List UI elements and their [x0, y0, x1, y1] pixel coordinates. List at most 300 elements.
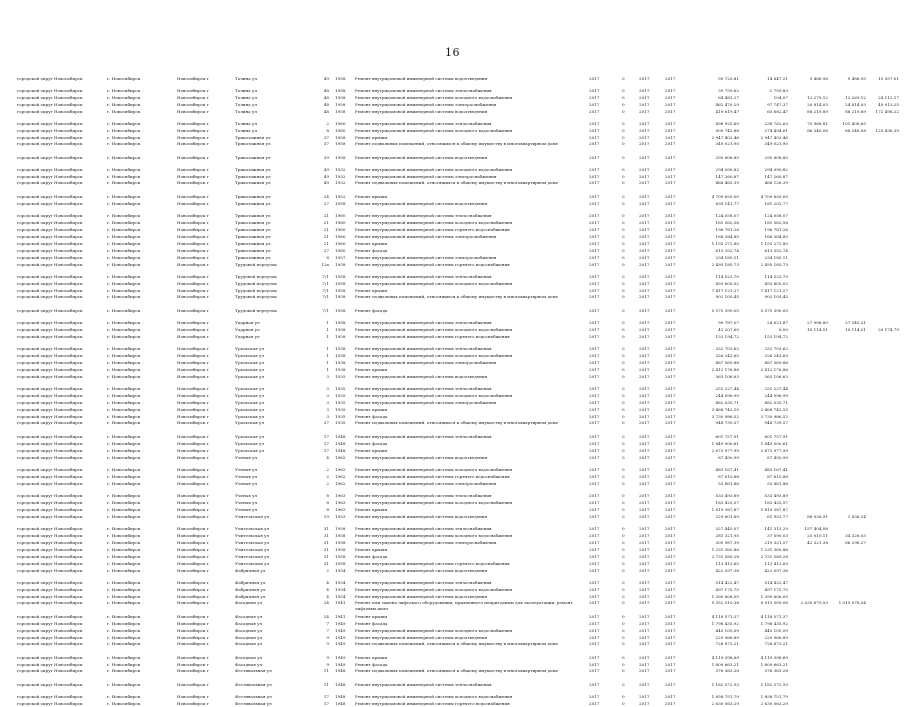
plan-year-cell: 2017	[589, 294, 600, 299]
zero-cell: 0	[622, 220, 625, 225]
city-cell: г. Новосибирск	[107, 600, 141, 605]
end-year-cell: 2017	[665, 294, 676, 299]
street-cell: Толина ул	[235, 76, 258, 81]
street-cell: Трикотажная ул	[235, 141, 271, 146]
plan-year-cell: 2017	[589, 414, 600, 419]
municipality-cell: городской округ Новосибирск	[17, 135, 83, 140]
plan-year-cell: 2017	[589, 213, 600, 218]
build-year-cell: 1958	[335, 561, 346, 566]
total-cost-cell: 509 742,86	[715, 128, 739, 133]
street-cell: Фабричная ул	[235, 580, 266, 585]
city-cell: г. Новосибирск	[107, 568, 141, 573]
build-year-cell: 1935	[335, 393, 346, 398]
zero-cell: 0	[622, 386, 625, 391]
city-cell: г. Новосибирск	[107, 334, 141, 339]
zero-cell: 0	[622, 274, 625, 279]
house-number-cell: 4	[326, 455, 329, 460]
build-year-cell: 1958	[335, 526, 346, 531]
total-cost-cell: 181 562,56	[715, 220, 739, 225]
plan-year-cell: 2017	[589, 327, 600, 332]
locality-cell: Новосибирск г	[177, 135, 209, 140]
table-row	[17, 473, 897, 480]
build-year-cell: 1958	[335, 88, 346, 93]
start-year-cell: 2017	[639, 334, 650, 339]
street-cell: Трудовой переулок	[235, 281, 277, 286]
table-row	[17, 600, 897, 613]
build-year-cell: 1960	[335, 248, 346, 253]
work-type-cell: Ремонт внутридомовой инженерной системы электроснабжения	[355, 360, 497, 365]
locality-cell: Новосибирск г	[177, 393, 209, 398]
start-year-cell: 2017	[639, 514, 650, 519]
work-type-cell: Ремонт внутридомовой инженерной системы холодного водоснабжения	[355, 533, 513, 538]
street-cell: Трикотажная ул	[235, 180, 271, 185]
end-year-cell: 2017	[665, 568, 676, 573]
municipality-cell: городской округ Новосибирск	[17, 500, 83, 505]
house-number-cell: 7	[326, 621, 329, 626]
work-type-cell: Ремонт внутридомовой инженерной системы горячего водоснабжения	[355, 262, 510, 267]
municipality-cell: городской округ Новосибирск	[17, 174, 83, 179]
start-year-cell: 2017	[639, 614, 650, 619]
zero-cell: 0	[622, 554, 625, 559]
work-type-cell: Ремонт внутридомовой инженерной системы холодного водоснабжения	[355, 353, 513, 358]
build-year-cell: 1962	[335, 467, 346, 472]
start-year-cell: 2017	[639, 441, 650, 446]
funding-1-cell: 1 798 435,92	[760, 621, 788, 626]
municipality-cell: городской округ Новосибирск	[17, 420, 83, 425]
house-number-cell: 1	[326, 327, 329, 332]
build-year-cell: 1958	[335, 155, 346, 160]
funding-1-cell: 4 709 650,00	[760, 194, 788, 199]
start-year-cell: 2017	[639, 393, 650, 398]
end-year-cell: 2017	[665, 621, 676, 626]
street-cell: Уральская ул	[235, 448, 265, 453]
end-year-cell: 2017	[665, 407, 676, 412]
end-year-cell: 2017	[665, 514, 676, 519]
start-year-cell: 2017	[639, 600, 650, 605]
total-cost-cell: 147 260,87	[715, 174, 739, 179]
build-year-cell: 1963	[335, 507, 346, 512]
zero-cell: 0	[622, 294, 625, 299]
municipality-cell: городской округ Новосибирск	[17, 346, 83, 351]
municipality-cell: городской округ Новосибирск	[17, 194, 83, 199]
work-type-cell: Ремонт подвальных помещений, относящихся к общему имуществу в многоквартирном доме	[355, 180, 559, 185]
street-cell: Ударная ул	[235, 334, 260, 339]
municipality-cell: городской округ Новосибирск	[17, 448, 83, 453]
start-year-cell: 2017	[639, 367, 650, 372]
end-year-cell: 2017	[665, 682, 676, 687]
end-year-cell: 2017	[665, 641, 676, 646]
locality-cell: Новосибирск г	[177, 614, 209, 619]
funding-2-cell: 2 035 679,53	[800, 600, 828, 605]
locality-cell: Новосибирск г	[177, 308, 209, 313]
municipality-cell: городской округ Новосибирск	[17, 155, 83, 160]
start-year-cell: 2017	[639, 561, 650, 566]
build-year-cell: 1938	[335, 353, 346, 358]
city-cell: г. Новосибирск	[107, 374, 141, 379]
zero-cell: 0	[622, 668, 625, 673]
funding-1-cell: 1 182 572,93	[760, 682, 788, 687]
table-row	[17, 94, 897, 101]
zero-cell: 0	[622, 121, 625, 126]
zero-cell: 0	[622, 493, 625, 498]
funding-1-cell: 113 413,65	[764, 561, 788, 566]
house-number-cell: 4	[326, 580, 329, 585]
work-type-cell: Ремонт внутридомовой инженерной системы горячего водоснабжения	[355, 474, 510, 479]
work-type-cell: Ремонт крыши	[355, 288, 388, 293]
end-year-cell: 2017	[665, 420, 676, 425]
house-number-cell: 31	[323, 547, 329, 552]
start-year-cell: 2017	[639, 141, 650, 146]
city-cell: г. Новосибирск	[107, 400, 141, 405]
locality-cell: Новосибирск г	[177, 561, 209, 566]
funding-1-cell: 87 450,99	[767, 455, 788, 460]
house-number-cell: 4	[326, 594, 329, 599]
municipality-cell: городской округ Новосибирск	[17, 514, 83, 519]
table-row	[17, 154, 897, 161]
zero-cell: 0	[622, 434, 625, 439]
plan-year-cell: 2017	[589, 248, 600, 253]
plan-year-cell: 2017	[589, 533, 600, 538]
build-year-cell: 1958	[335, 308, 346, 313]
start-year-cell: 2017	[639, 353, 650, 358]
street-cell: Ударная ул	[235, 327, 260, 332]
work-type-cell: Ремонт подвальных помещений, относящихся к общему имуществу в многоквартирном доме	[355, 420, 559, 425]
house-number-cell: 9	[326, 641, 329, 646]
locality-cell: Новосибирск г	[177, 367, 209, 372]
zero-cell: 0	[622, 594, 625, 599]
table-row	[17, 546, 897, 553]
street-cell: Фасадная ул	[235, 600, 263, 605]
city-cell: г. Новосибирск	[107, 668, 141, 673]
end-year-cell: 2017	[665, 174, 676, 179]
street-cell: Трикотажная ул	[235, 201, 271, 206]
end-year-cell: 2017	[665, 227, 676, 232]
start-year-cell: 2017	[639, 294, 650, 299]
plan-year-cell: 2017	[589, 400, 600, 405]
end-year-cell: 2017	[665, 220, 676, 225]
table-row	[17, 352, 897, 359]
table-row	[17, 641, 897, 654]
street-cell: Уральская ул	[235, 441, 265, 446]
funding-1-cell: 2 673 977,99	[760, 448, 788, 453]
funding-1-cell: 948 739,57	[764, 420, 788, 425]
work-type-cell: Ремонт крыши	[355, 194, 388, 199]
zero-cell: 0	[622, 95, 625, 100]
funding-1-cell: 181 202,77	[764, 201, 788, 206]
funding-2-cell: 20 814,03	[807, 102, 828, 107]
street-cell: Уральская ул	[235, 353, 265, 358]
city-cell: г. Новосибирск	[107, 414, 141, 419]
work-type-cell: Ремонт внутридомовой инженерной системы холодного водоснабжения	[355, 128, 513, 133]
funding-1-cell: 124 058,07	[764, 213, 788, 218]
build-year-cell: 1963	[335, 500, 346, 505]
city-cell: г. Новосибирск	[107, 95, 141, 100]
build-year-cell: 1935	[335, 374, 346, 379]
locality-cell: Новосибирск г	[177, 327, 209, 332]
house-number-cell: 49	[323, 167, 329, 172]
street-cell: Уральская ул	[235, 420, 265, 425]
start-year-cell: 2017	[639, 540, 650, 545]
funding-1-cell: 1 231 365,86	[760, 547, 788, 552]
total-cost-cell: 2 495 185,73	[711, 262, 739, 267]
plan-year-cell: 2017	[589, 95, 600, 100]
zero-cell: 0	[622, 526, 625, 531]
start-year-cell: 2017	[639, 220, 650, 225]
end-year-cell: 2017	[665, 135, 676, 140]
city-cell: г. Новосибирск	[107, 561, 141, 566]
start-year-cell: 2017	[639, 568, 650, 573]
city-cell: г. Новосибирск	[107, 327, 141, 332]
funding-1-cell: 3 730 986,52	[760, 414, 788, 419]
locality-cell: Новосибирск г	[177, 227, 209, 232]
locality-cell: Новосибирск г	[177, 668, 209, 673]
municipality-cell: городской округ Новосибирск	[17, 594, 83, 599]
end-year-cell: 2017	[665, 507, 676, 512]
locality-cell: Новосибирск г	[177, 274, 209, 279]
end-year-cell: 2017	[665, 628, 676, 633]
total-cost-cell: 493 805,02	[715, 281, 739, 286]
municipality-cell: городской округ Новосибирск	[17, 327, 83, 332]
end-year-cell: 2017	[665, 614, 676, 619]
city-cell: г. Новосибирск	[107, 641, 141, 646]
table-row	[17, 693, 897, 700]
funding-1-cell: 87 610,88	[767, 474, 788, 479]
city-cell: г. Новосибирск	[107, 262, 141, 267]
plan-year-cell: 2017	[589, 180, 600, 185]
zero-cell: 0	[622, 167, 625, 172]
locality-cell: Новосибирск г	[177, 109, 209, 114]
table-row	[17, 553, 897, 560]
plan-year-cell: 2017	[589, 121, 600, 126]
start-year-cell: 2017	[639, 281, 650, 286]
house-number-cell: 2	[326, 474, 329, 479]
zero-cell: 0	[622, 88, 625, 93]
build-year-cell: 1949	[335, 655, 346, 660]
locality-cell: Новосибирск г	[177, 507, 209, 512]
house-number-cell: 24	[323, 194, 329, 199]
build-year-cell: 1935	[335, 400, 346, 405]
start-year-cell: 2017	[639, 635, 650, 640]
locality-cell: Новосибирск г	[177, 248, 209, 253]
total-cost-cell: 229 966,89	[715, 635, 739, 640]
municipality-cell: городской округ Новосибирск	[17, 167, 83, 172]
start-year-cell: 2017	[639, 386, 650, 391]
street-cell: Трикотажная ул	[235, 135, 271, 140]
plan-year-cell: 2017	[589, 241, 600, 246]
funding-4-cell: 24 112,17	[878, 95, 899, 100]
work-type-cell: Ремонт подвальных помещений, относящихся к общему имуществу в многоквартирном доме	[355, 668, 559, 673]
funding-1-cell: 251 227,44	[764, 386, 788, 391]
funding-1-cell: 244 596,99	[764, 393, 788, 398]
funding-1-cell: 1 849 000,61	[760, 441, 788, 446]
start-year-cell: 2017	[639, 662, 650, 667]
end-year-cell: 2017	[665, 554, 676, 559]
funding-1-cell: 219 321,57	[764, 540, 788, 545]
funding-3-cell: 9 486,95	[847, 76, 866, 81]
locality-cell: Новосибирск г	[177, 493, 209, 498]
plan-year-cell: 2017	[589, 109, 600, 114]
municipality-cell: городской округ Новосибирск	[17, 400, 83, 405]
funding-3-cell: 10 114,51	[845, 327, 866, 332]
street-cell: Фестивальная ул	[235, 668, 272, 673]
start-year-cell: 2017	[639, 493, 650, 498]
funding-3-cell: 1 836,14	[847, 514, 866, 519]
zero-cell: 0	[622, 201, 625, 206]
total-cost-cell: 244 596,99	[715, 393, 739, 398]
house-number-cell: 8	[326, 500, 329, 505]
build-year-cell: 1935	[335, 386, 346, 391]
work-type-cell: Ремонт фасада	[355, 621, 388, 626]
municipality-cell: городской округ Новосибирск	[17, 628, 83, 633]
end-year-cell: 2017	[665, 701, 676, 706]
locality-cell: Новосибирск г	[177, 514, 209, 519]
total-cost-cell: 41 207,65	[718, 327, 739, 332]
street-cell: Уральская ул	[235, 374, 265, 379]
street-cell: Трудовой переулок	[235, 274, 277, 279]
house-number-cell: 31	[323, 554, 329, 559]
city-cell: г. Новосибирск	[107, 213, 141, 218]
plan-year-cell: 2017	[589, 455, 600, 460]
funding-1-cell: 274 494,61	[764, 128, 788, 133]
funding-1-cell: 24 621,87	[767, 320, 788, 325]
total-cost-cell: 2 731 589,28	[711, 554, 739, 559]
work-type-cell: Ремонт фасада	[355, 662, 388, 667]
municipality-cell: городской округ Новосибирск	[17, 141, 83, 146]
build-year-cell: 1932	[335, 174, 346, 179]
table-row	[17, 141, 897, 154]
city-cell: г. Новосибирск	[107, 128, 141, 133]
house-number-cell: 7	[326, 628, 329, 633]
start-year-cell: 2017	[639, 194, 650, 199]
build-year-cell: 1958	[335, 109, 346, 114]
start-year-cell: 2017	[639, 621, 650, 626]
zero-cell: 0	[622, 694, 625, 699]
work-type-cell: Ремонт внутридомовой инженерной системы холодного водоснабжения	[355, 327, 513, 332]
build-year-cell: 1948	[335, 434, 346, 439]
municipality-cell: городской округ Новосибирск	[17, 493, 83, 498]
house-number-cell: 8	[326, 507, 329, 512]
end-year-cell: 2017	[665, 467, 676, 472]
plan-year-cell: 2017	[589, 262, 600, 267]
funding-1-cell: 4 118 571,37	[760, 614, 788, 619]
municipality-cell: городской округ Новосибирск	[17, 255, 83, 260]
locality-cell: Новосибирск г	[177, 407, 209, 412]
plan-year-cell: 2017	[589, 174, 600, 179]
end-year-cell: 2017	[665, 76, 676, 81]
funding-1-cell: 295 608,85	[764, 155, 788, 160]
work-type-cell: Ремонт крыши	[355, 614, 388, 619]
table-row	[17, 513, 897, 520]
house-number-cell: 49	[323, 76, 329, 81]
start-year-cell: 2017	[639, 234, 650, 239]
house-number-cell: 37	[323, 420, 329, 425]
house-number-cell: 3	[326, 374, 329, 379]
build-year-cell: 1960	[335, 220, 346, 225]
start-year-cell: 2017	[639, 288, 650, 293]
build-year-cell: 1949	[335, 621, 346, 626]
zero-cell: 0	[622, 474, 625, 479]
work-type-cell: Ремонт внутридомовой инженерной системы теплоснабжения	[355, 213, 492, 218]
municipality-cell: городской округ Новосибирск	[17, 441, 83, 446]
street-cell: Учительская ул	[235, 540, 270, 545]
zero-cell: 0	[622, 234, 625, 239]
zero-cell: 0	[622, 374, 625, 379]
build-year-cell: 1960	[335, 227, 346, 232]
plan-year-cell: 2017	[589, 76, 600, 81]
street-cell: Фабричная ул	[235, 594, 266, 599]
build-year-cell: 1949	[335, 662, 346, 667]
total-cost-cell: 5 575 390,05	[711, 308, 739, 313]
start-year-cell: 2017	[639, 213, 650, 218]
end-year-cell: 2017	[665, 308, 676, 313]
zero-cell: 0	[622, 441, 625, 446]
end-year-cell: 2017	[665, 655, 676, 660]
house-number-cell: 21	[323, 213, 329, 218]
house-number-cell: 11	[323, 668, 329, 673]
plan-year-cell: 2017	[589, 194, 600, 199]
locality-cell: Новосибирск г	[177, 448, 209, 453]
plan-year-cell: 2017	[589, 155, 600, 160]
end-year-cell: 2017	[665, 95, 676, 100]
locality-cell: Новосибирск г	[177, 474, 209, 479]
start-year-cell: 2017	[639, 248, 650, 253]
end-year-cell: 2017	[665, 600, 676, 605]
locality-cell: Новосибирск г	[177, 641, 209, 646]
build-year-cell: 1958	[335, 334, 346, 339]
locality-cell: Новосибирск г	[177, 167, 209, 172]
start-year-cell: 2017	[639, 682, 650, 687]
table-row	[17, 454, 897, 461]
plan-year-cell: 2017	[589, 102, 600, 107]
table-row	[17, 399, 897, 406]
build-year-cell: 1954	[335, 568, 346, 573]
locality-cell: Новосибирск г	[177, 141, 209, 146]
work-type-cell: Ремонт внутридомовой инженерной системы холодного водоснабжения	[355, 500, 513, 505]
house-number-cell: 7/1	[322, 274, 329, 279]
total-cost-cell: 1 182 572,93	[711, 682, 739, 687]
build-year-cell: 1958	[335, 76, 346, 81]
build-year-cell: 1949	[335, 641, 346, 646]
end-year-cell: 2017	[665, 121, 676, 126]
zero-cell: 0	[622, 407, 625, 412]
plan-year-cell: 2017	[589, 554, 600, 559]
locality-cell: Новосибирск г	[177, 121, 209, 126]
house-number-cell: 17	[323, 701, 329, 706]
street-cell: Уральская ул	[235, 360, 265, 365]
house-number-cell: 31	[323, 533, 329, 538]
table-row	[17, 127, 897, 134]
city-cell: г. Новосибирск	[107, 455, 141, 460]
locality-cell: Новосибирск г	[177, 353, 209, 358]
table-row	[17, 385, 897, 392]
street-cell: Фасадная ул	[235, 641, 263, 646]
house-number-cell: 11	[323, 682, 329, 687]
work-type-cell: Ремонт внутридомовой инженерной системы водоотведения	[355, 109, 488, 114]
table-row	[17, 681, 897, 688]
funding-1-cell: 1 809 663,21	[760, 662, 788, 667]
build-year-cell: 1948	[335, 448, 346, 453]
locality-cell: Новосибирск г	[177, 533, 209, 538]
table-row	[17, 413, 897, 420]
funding-1-cell: 196 781,26	[764, 227, 788, 232]
municipality-cell: городской округ Новосибирск	[17, 393, 83, 398]
house-number-cell: 48	[323, 109, 329, 114]
end-year-cell: 2017	[665, 213, 676, 218]
house-number-cell: 17	[323, 448, 329, 453]
total-cost-cell: 376 363,28	[715, 668, 739, 673]
total-cost-cell: 4 709 650,00	[711, 194, 739, 199]
house-number-cell: 9	[326, 662, 329, 667]
